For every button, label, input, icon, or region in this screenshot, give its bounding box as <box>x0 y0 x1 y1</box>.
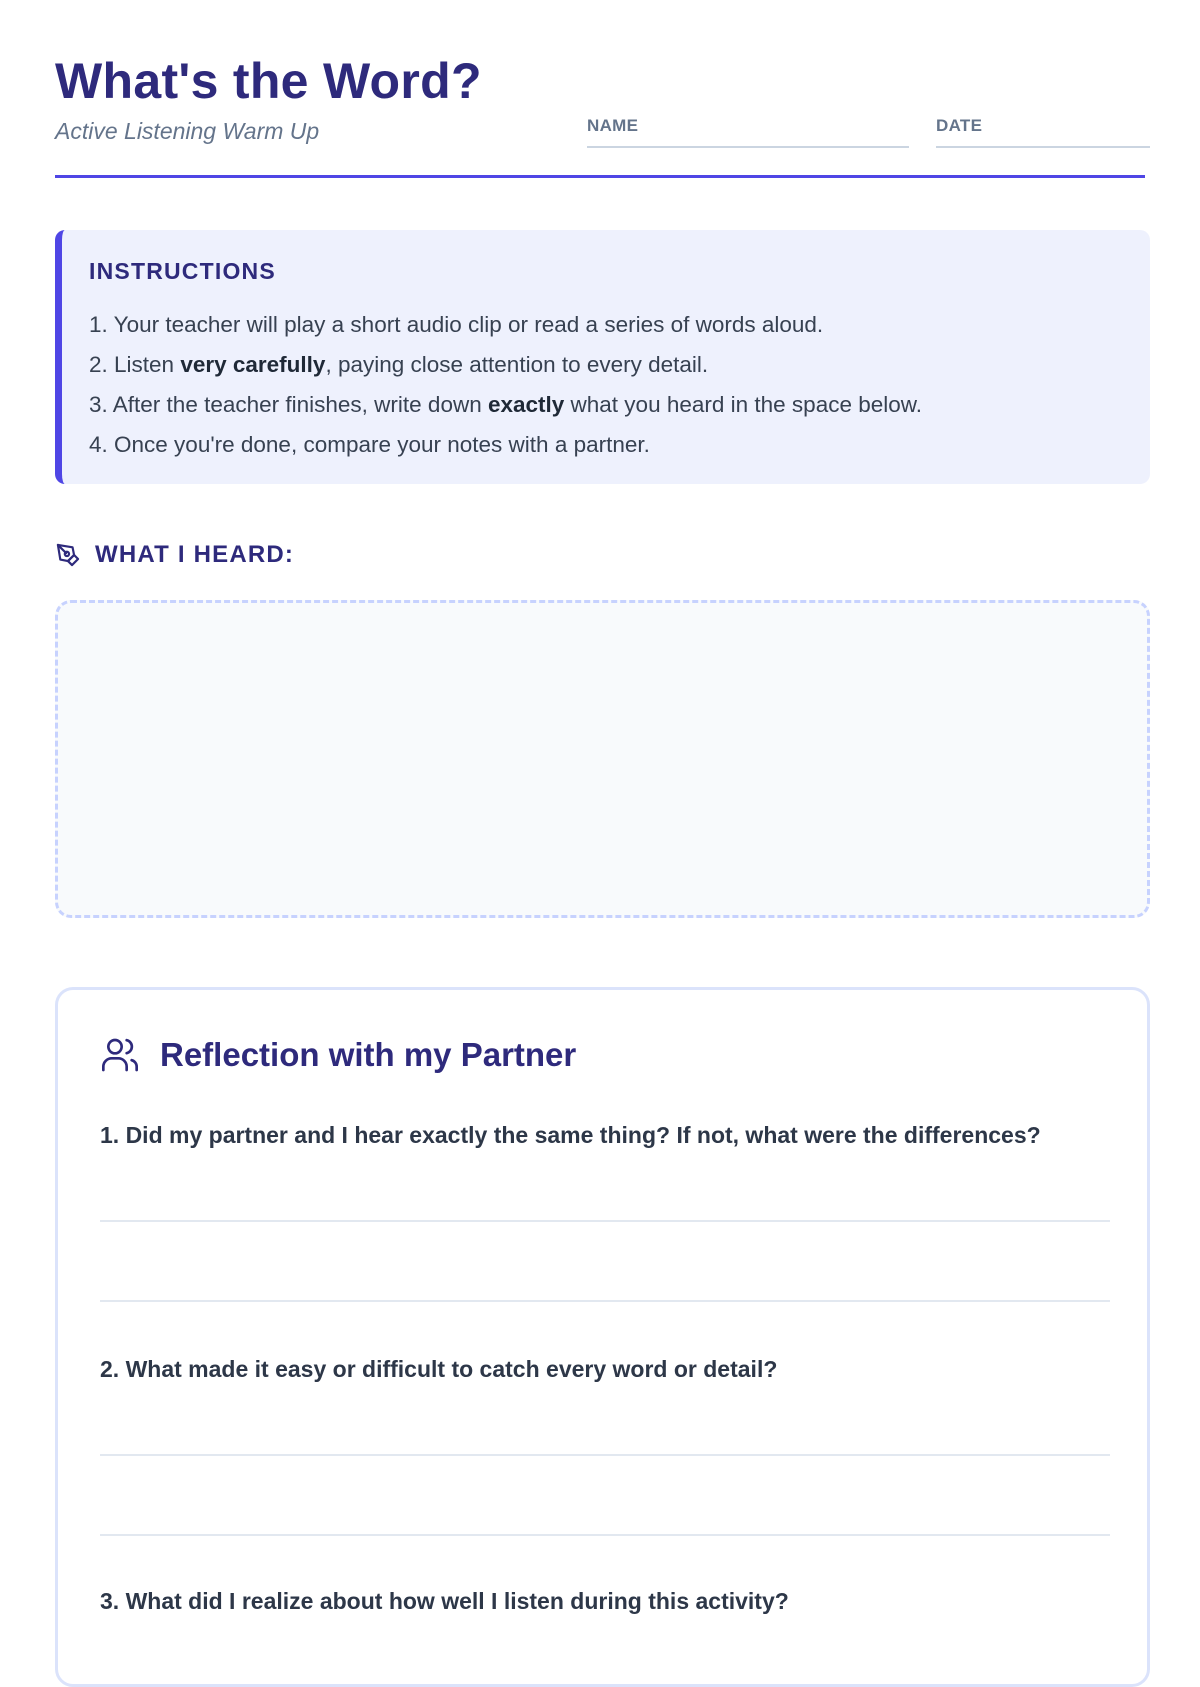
instruction-text: Your teacher will play a short audio clip or read a series of words aloud. <box>113 312 824 337</box>
instructions-heading: INSTRUCTIONS <box>89 258 276 284</box>
users-icon <box>100 1035 140 1075</box>
page-subtitle: Active Listening Warm Up <box>55 118 320 144</box>
instruction-number: 4. <box>89 432 108 457</box>
instruction-item <box>89 385 1150 425</box>
what-i-heard-answer-box[interactable] <box>55 600 1150 918</box>
answer-line[interactable] <box>100 1300 1110 1302</box>
instruction-text: , paying close attention to every detail. <box>325 352 709 377</box>
pen-tool-icon <box>55 542 81 568</box>
question-text: 3. What did I realize about how well I listen during this activity? <box>100 1588 789 1614</box>
answer-line[interactable] <box>100 1534 1110 1536</box>
what-i-heard-label: WHAT I HEARD: <box>95 541 295 568</box>
reflection-header <box>100 1035 576 1075</box>
answer-line[interactable] <box>100 1454 1110 1456</box>
question-text: 2. What made it easy or difficult to catch every word or detail? <box>100 1356 778 1382</box>
instructions-box <box>55 230 1150 484</box>
date-field[interactable] <box>936 116 1150 148</box>
name-field[interactable] <box>587 116 909 148</box>
answer-line[interactable] <box>100 1220 1110 1222</box>
worksheet-header <box>55 0 1145 178</box>
reflection-question <box>100 1588 1110 1615</box>
page-title: What's the Word? <box>55 53 482 109</box>
instruction-text: Once you're done, compare your notes with a partner. <box>114 432 650 457</box>
instruction-text: what you heard in the space below. <box>564 392 923 417</box>
name-label: NAME <box>587 116 639 135</box>
reflection-question <box>100 1356 1110 1383</box>
reflection-title: Reflection with my Partner <box>160 1036 577 1073</box>
instructions-list <box>89 305 1150 465</box>
what-i-heard-heading <box>55 540 294 570</box>
instruction-emphasis: very carefully <box>180 352 326 377</box>
instruction-number: 3. <box>89 392 108 417</box>
instruction-item <box>89 425 1150 465</box>
instruction-number: 2. <box>89 352 108 377</box>
question-text: 1. Did my partner and I hear exactly the same thing? If not, what were the differences? <box>100 1122 1041 1148</box>
instruction-item <box>89 305 1150 345</box>
instruction-number: 1. <box>89 312 108 337</box>
instruction-item <box>89 345 1150 385</box>
reflection-question <box>100 1122 1110 1149</box>
reflection-card <box>55 987 1150 1687</box>
instruction-text: After the teacher finishes, write down <box>112 392 488 417</box>
instruction-text: Listen <box>114 352 181 377</box>
date-label: DATE <box>936 116 983 135</box>
instruction-emphasis: exactly <box>487 392 565 417</box>
